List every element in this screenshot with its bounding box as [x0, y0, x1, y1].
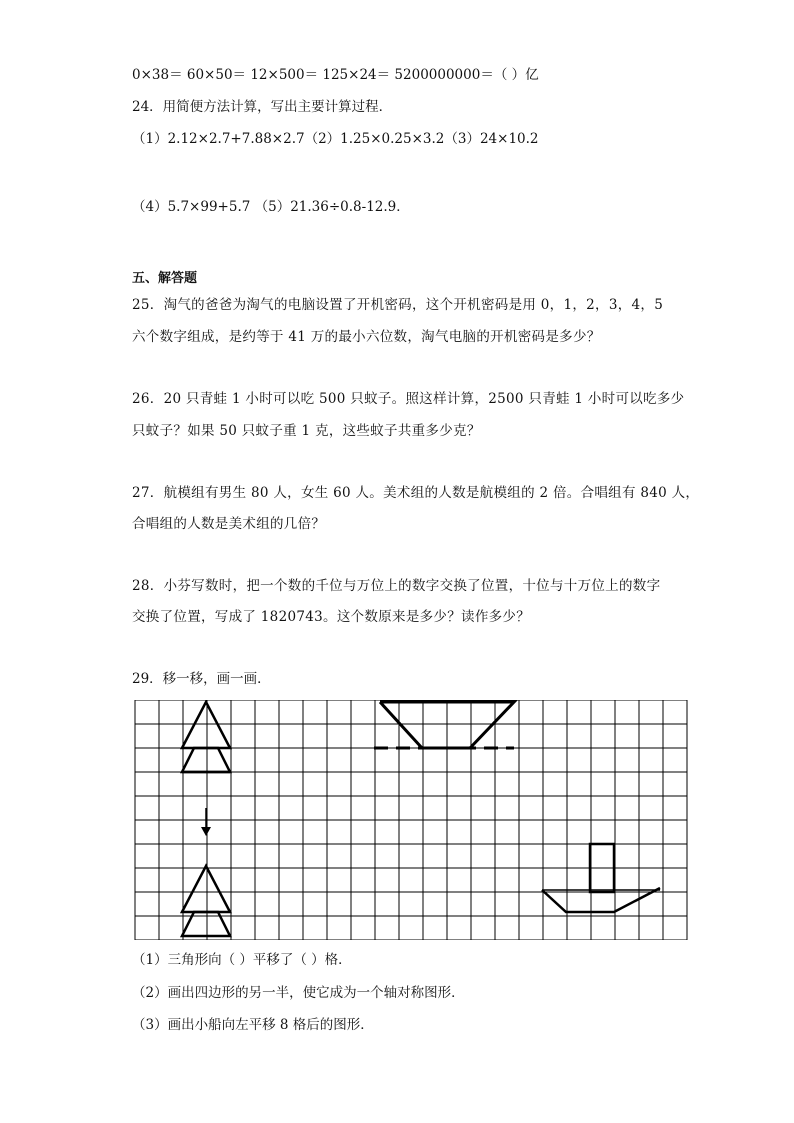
triangle-stack-bottom: [182, 866, 230, 936]
q24-title: 24．用简便方法计算，写出主要计算过程．: [132, 99, 393, 115]
q28-line2: 交换了位置，写成了 1820743。这个数原来是多少？读作多少？: [132, 609, 531, 625]
q29-sub2: （2）画出四边形的另一半，使它成为一个轴对称图形．: [132, 985, 465, 1001]
section-heading: 五、解答题: [132, 271, 198, 286]
q27-line1: 27．航模组有男生 80 人，女生 60 人。美术组的人数是航模组的 2 倍。合唱组有 840 人，: [132, 485, 700, 501]
q26-line2: 只蚊子？如果 50 只蚊子重 1 克，这些蚊子共重多少克？: [132, 423, 481, 439]
q28-line1: 28．小芬写数时，把一个数的千位与万位上的数字交换了位置，十位与十万位上的数字: [132, 578, 661, 594]
triangle-stack-top: [182, 702, 230, 772]
q24-row1: （1）2.12×2.7+7.88×2.7（2）1.25×0.25×3.2（3）24×10.2: [132, 131, 539, 147]
q27-line2: 合唱组的人数是美术组的几倍？: [132, 516, 326, 532]
q29-title: 29．移一移，画一画．: [132, 671, 271, 687]
q26-line1: 26．20 只青蛙 1 小时可以吃 500 只蚊子。照这样计算，2500 只青蛙 1 小时可以吃多少: [132, 391, 685, 407]
boat-figure: [542, 844, 660, 912]
q25-line1: 25．淘气的爸爸为淘气的电脑设置了开机密码，这个开机密码是用 0，1，2，3，4，5: [132, 297, 664, 313]
down-arrow-icon: [201, 808, 211, 836]
q29-sub1: （1）三角形向（ ）平移了（ ）格．: [132, 952, 352, 968]
q24-row2: （4）5.7×99+5.7 （5）21.36÷0.8-12.9．: [132, 199, 410, 215]
translation-grid-figure: [134, 700, 688, 940]
q25-line2: 六个数字组成，是约等于 41 万的最小六位数，淘气电脑的开机密码是多少？: [132, 329, 601, 345]
q29-sub3: （3）画出小船向左平移 8 格后的图形．: [132, 1017, 374, 1033]
top-calc-line: 0×38＝ 60×50＝ 12×500＝ 125×24＝ 5200000000＝（ ）亿: [132, 67, 539, 83]
